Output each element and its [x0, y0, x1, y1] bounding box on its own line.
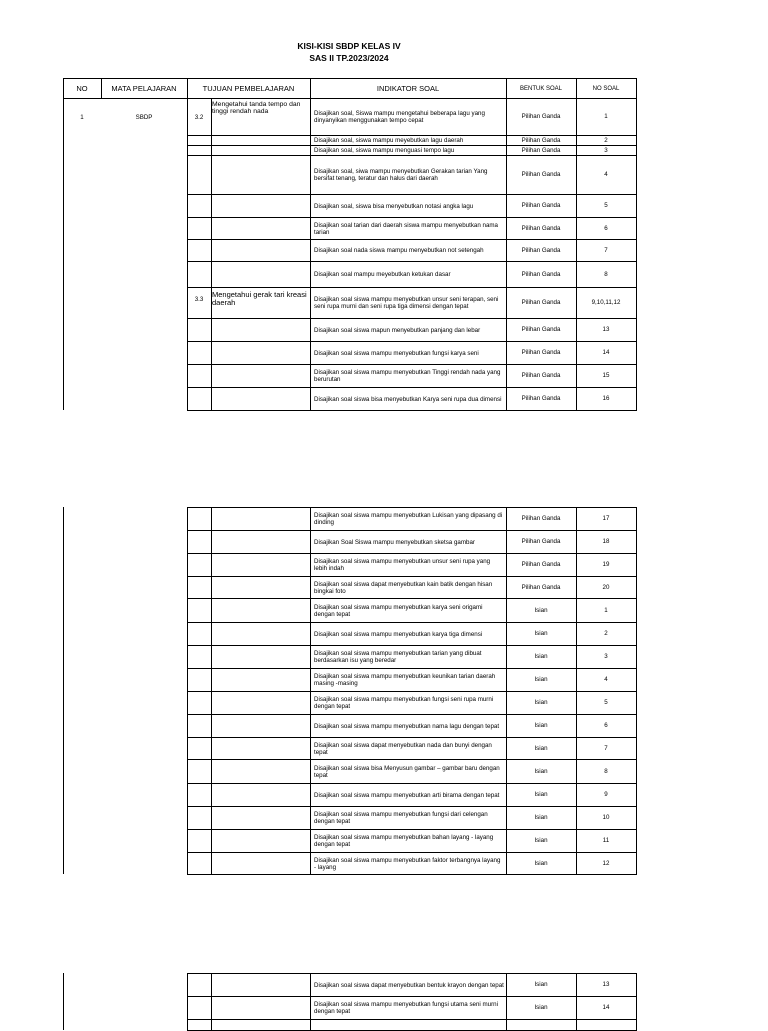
table-row-rule — [63, 78, 637, 79]
question-form: Pilihan Ganda — [521, 246, 561, 254]
document-subtitle: SAS II TP.2023/2024 — [309, 53, 389, 63]
indicator-text: Disajikan soal, siwa mampu menyebutkan Gerakan tarian Yang bersifat tenang, teratur dan halus dari daerah — [314, 168, 488, 182]
question-number: 13 — [602, 326, 610, 333]
objective-code: 3.3 — [194, 295, 204, 303]
table-column-rule — [63, 98, 64, 410]
header-indicator: INDIKATOR SOAL — [376, 84, 440, 93]
question-number: 17 — [602, 515, 610, 522]
question-form: Isian — [534, 744, 548, 752]
indicator-text: Disajikan soal siswa mampu menyebutkan fungsi seni rupa murni dengan tepat — [314, 696, 494, 710]
table-row-rule — [187, 874, 637, 875]
question-number: 20 — [602, 583, 610, 591]
question-form: Isian — [534, 859, 548, 867]
question-number: 3 — [604, 653, 608, 660]
question-form: Pilihan Ganda — [521, 299, 561, 306]
subject-name: SBDP — [135, 113, 153, 121]
question-form: Pilihan Ganda — [521, 538, 561, 545]
table-column-rule — [211, 507, 212, 875]
indicator-text: Disajikan soal siswa mampu menyebutkan arti birama dengan tepat — [314, 791, 500, 799]
header-question-form: BENTUK SOAL — [519, 85, 562, 92]
table-column-rule — [310, 973, 311, 1031]
question-number: 1 — [604, 606, 608, 614]
question-number: 12 — [602, 859, 610, 867]
question-number: 4 — [604, 676, 608, 683]
table-column-rule — [576, 78, 577, 99]
indicator-text: Disajikan soal siswa mampu menyebutkan unsur seni rupa yang lebih indah — [314, 558, 491, 572]
table-column-rule — [187, 78, 188, 99]
question-form: Isian — [534, 699, 548, 706]
table-column-rule — [101, 78, 102, 99]
indicator-text: Disajikan soal siswa bisa Menyusun gambar – gambar baru dengan tepat — [314, 764, 500, 779]
question-form: Pilihan Ganda — [521, 395, 561, 402]
indicator-text: Disajikan soal siswa mampu menyebutkan karya tiga dimensi — [314, 630, 483, 638]
question-form: Pilihan Ganda — [521, 561, 561, 568]
table-row-rule — [187, 1019, 637, 1020]
header-no: NO — [76, 84, 88, 93]
table-column-rule — [63, 973, 64, 1030]
indicator-text: Disajikan soal, siswa mampu menguasi tempo lagu — [314, 147, 455, 154]
question-number: 15 — [602, 372, 610, 379]
question-form: Isian — [534, 722, 548, 729]
question-number: 9,10,11,12 — [591, 299, 621, 306]
indicator-text: Disajikan soal siswa mampu menyebutkan unsur seni terapan, seni seni rupa murni dan seni rupa tiga dimensi dengan tepat — [314, 296, 499, 310]
header-objective: TUJUAN PEMBELAJARAN — [202, 84, 295, 93]
table-column-rule — [63, 78, 64, 99]
indicator-text: Disajikan soal nada siswa mampu menyebutkan not setengah — [314, 247, 484, 254]
table-column-rule — [211, 973, 212, 1031]
question-number: 2 — [604, 136, 608, 144]
question-form: Isian — [534, 1004, 548, 1011]
table-column-rule — [506, 78, 507, 99]
question-number: 1 — [604, 113, 608, 120]
question-number: 18 — [602, 538, 610, 545]
question-number: 7 — [604, 744, 608, 752]
question-form: Isian — [534, 653, 548, 660]
table-column-rule — [636, 507, 637, 875]
question-form: Pilihan Ganda — [521, 136, 561, 144]
table-column-rule — [310, 507, 311, 875]
question-form: Pilihan Ganda — [521, 515, 561, 522]
indicator-text: Disajikan soal siswa mampu menyebutkan nama lagu dengan tepat — [314, 722, 500, 730]
indicator-text: Disajikan soal siswa mampu menyebutkan tarian yang dibuat berdasarkan isu yang beredar — [314, 650, 482, 664]
indicator-text: Disajikan soal siswa dapat menyebutkan kain batik dengan hisan bingkai foto — [314, 580, 493, 595]
question-form: Pilihan Ganda — [521, 372, 561, 379]
objective-text: Mengetahui tanda tempo dan tinggi rendah nada — [212, 101, 301, 116]
question-form: Isian — [534, 791, 548, 798]
question-form: Pilihan Ganda — [521, 202, 561, 209]
question-number: 14 — [602, 1004, 610, 1011]
indicator-text: Disajikan soal siswa mapun menyebutkan panjang dan lebar — [314, 326, 481, 334]
indicator-text: Disajikan soal, Siswa mampu mengetahui beberapa lagu yang dinyanyikan menggunakan tempo cepat — [314, 110, 485, 124]
table-column-rule — [636, 78, 637, 99]
indicator-text: Disajikan soal siswa dapat menyebutkan nada dan bunyi dengan tepat — [314, 741, 492, 756]
question-form: Pilihan Ganda — [521, 326, 561, 333]
question-form: Pilihan Ganda — [521, 171, 561, 178]
question-number: 16 — [602, 395, 610, 402]
question-form: Isian — [534, 630, 548, 637]
question-number: 2 — [604, 630, 608, 637]
indicator-text: Disajikan soal siswa mampu menyebutkan faktor terbangnya layang - layang — [314, 856, 501, 871]
question-number: 8 — [604, 767, 608, 775]
table-column-rule — [310, 98, 311, 411]
indicator-text: Disajikan soal siswa mampu menyebutkan keunikan tarian daerah masing -masing — [314, 673, 496, 687]
indicator-text: Disajikan soal siswa mampu menyebutkan karya seni origami dengan tepat — [314, 603, 483, 618]
question-number: 3 — [604, 146, 608, 154]
header-subject: MATA PELAJARAN — [111, 84, 177, 93]
indicator-text: Disajikan soal, siswa bisa menyebutkan notasi angka lagu — [314, 202, 474, 210]
question-number: 19 — [602, 561, 610, 568]
objective-text: Mengetahui gerak tari kreasi daerah — [212, 291, 307, 307]
table-column-rule — [187, 507, 188, 875]
table-column-rule — [636, 973, 637, 1031]
table-column-rule — [211, 98, 212, 411]
question-number: 5 — [604, 699, 608, 706]
question-form: Pilihan Ganda — [521, 349, 561, 356]
header-question-number: NO SOAL — [592, 85, 620, 92]
row-number: 1 — [80, 113, 84, 121]
table-column-rule — [310, 78, 311, 99]
table-column-rule — [636, 98, 637, 411]
indicator-text: Disajikan soal siswa mampu menyebutkan Tinggi rendah nada yang berurutan — [314, 369, 501, 383]
indicator-text: Disajikan soal mampu meyebutkan ketukan dasar — [314, 271, 451, 278]
indicator-text: Disajikan soal, siswa mampu meyebutkan lagu daerah — [314, 137, 464, 144]
question-number: 11 — [602, 837, 610, 844]
question-number: 6 — [604, 722, 608, 729]
table-row-rule — [187, 410, 637, 411]
objective-code: 3.2 — [194, 113, 204, 121]
question-number: 7 — [604, 246, 608, 254]
table-column-rule — [63, 507, 64, 874]
table-column-rule — [187, 973, 188, 1031]
table-column-rule — [187, 98, 188, 411]
question-form: Isian — [534, 814, 548, 821]
question-form: Isian — [534, 767, 548, 775]
indicator-text: Disajikan Soal Siswa mampu menyebutkan sketsa gambar — [314, 538, 475, 546]
indicator-text: Disajikan soal siswa dapat menyebutkan bentuk krayon dengan tepat — [314, 981, 504, 989]
question-form: Isian — [534, 676, 548, 683]
indicator-text: Disajikan soal siswa mampu menyebutkan fungsi dari celengan dengan tepat — [314, 811, 488, 825]
question-form: Pilihan Ganda — [521, 224, 561, 232]
question-form: Isian — [534, 606, 548, 614]
indicator-text: Disajikan soal tarian dari daerah siswa mampu menyebutkan nama tarian — [314, 221, 498, 236]
question-form: Pilihan Ganda — [521, 270, 561, 278]
question-number: 14 — [602, 349, 610, 356]
indicator-text: Disajikan soal siswa bisa menyebutkan Karya seni rupa dua dimensi — [314, 395, 502, 403]
question-form: Pilihan Ganda — [521, 146, 561, 154]
indicator-text: Disajikan soal siswa mampu menyebutkan bahan layang - layang dengan tepat — [314, 834, 494, 848]
question-number: 13 — [602, 981, 610, 988]
question-form: Isian — [534, 837, 548, 844]
question-number: 5 — [604, 202, 608, 209]
question-number: 10 — [602, 814, 610, 821]
indicator-text: Disajikan soal siswa mampu menyebutkan fungsi utama seni murni dengan tepat — [314, 1001, 498, 1015]
indicator-text: Disajikan soal siswa mampu menyebutkan fungsi karya seni — [314, 349, 479, 357]
question-form: Pilihan Ganda — [521, 113, 561, 120]
question-number: 6 — [604, 224, 608, 232]
question-number: 8 — [604, 270, 608, 278]
indicator-text: Disajikan soal siswa mampu menyebutkan Lukisan yang dipasang di dinding — [314, 512, 503, 526]
question-form: Isian — [534, 981, 548, 988]
document-title: KISI-KISI SBDP KELAS IV — [297, 41, 401, 51]
question-form: Pilihan Ganda — [521, 583, 561, 591]
question-number: 4 — [604, 171, 608, 178]
question-number: 9 — [604, 791, 608, 798]
